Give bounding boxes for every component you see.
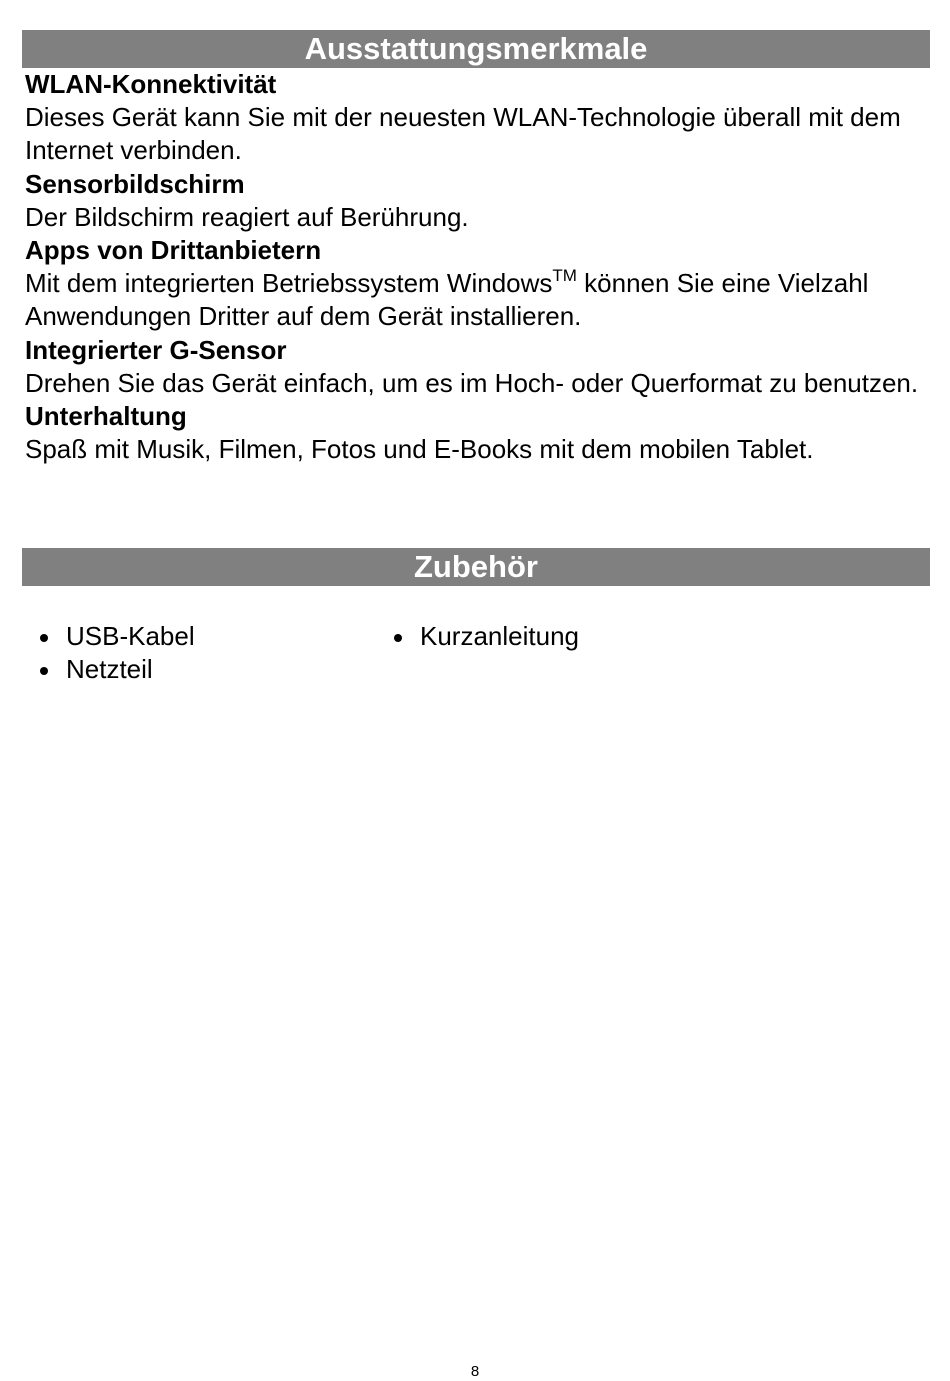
bullet-icon: [40, 667, 48, 675]
feature-heading-wlan: WLAN-Konnektivität: [25, 69, 277, 99]
page-number: 8: [470, 1363, 480, 1380]
accessories-section-title: Zubehör: [22, 548, 930, 586]
feature-text-third-party-apps-part1: Mit dem integrierten Betriebssystem Windows: [25, 268, 553, 299]
list-item: [66, 653, 195, 686]
feature-text-third-party-apps: [25, 267, 925, 333]
accessory-quick-guide: Kurzanleitung: [420, 621, 579, 651]
features-list: [25, 68, 925, 466]
feature-heading-third-party-apps: Apps von Drittanbietern: [25, 235, 322, 266]
trademark-superscript: TM: [552, 266, 577, 286]
feature-text-g-sensor: Drehen Sie das Gerät einfach, um es im Hoch- oder Querformat zu benutzen.: [25, 367, 919, 398]
bullet-icon: [40, 634, 48, 642]
accessory-power-adapter: Netzteil: [66, 654, 153, 684]
accessory-usb-cable: USB-Kabel: [66, 621, 195, 651]
feature-heading-touchscreen: Sensorbildschirm: [25, 168, 245, 199]
feature-text-wlan: Dieses Gerät kann Sie mit der neuesten WLAN-Technologie überall mit dem Internet verbinden.: [25, 102, 901, 166]
feature-text-touchscreen: Der Bildschirm reagiert auf Berührung.: [25, 201, 469, 232]
bullet-icon: [394, 634, 402, 642]
feature-text-third-party-apps-part2: können Sie eine Vielzahl Anwendungen Dritter auf dem Gerät installieren.: [25, 268, 869, 332]
accessories-column-right: [420, 620, 579, 653]
list-item: [66, 620, 195, 653]
features-section-title: Ausstattungsmerkmale: [22, 30, 930, 68]
accessories-column-left: [66, 620, 195, 686]
feature-heading-g-sensor: Integrierter G-Sensor: [25, 334, 287, 365]
list-item: [420, 620, 579, 653]
feature-text-entertainment: Spaß mit Musik, Filmen, Fotos und E-Books mit dem mobilen Tablet.: [25, 434, 814, 465]
feature-heading-entertainment: Unterhaltung: [25, 401, 187, 432]
